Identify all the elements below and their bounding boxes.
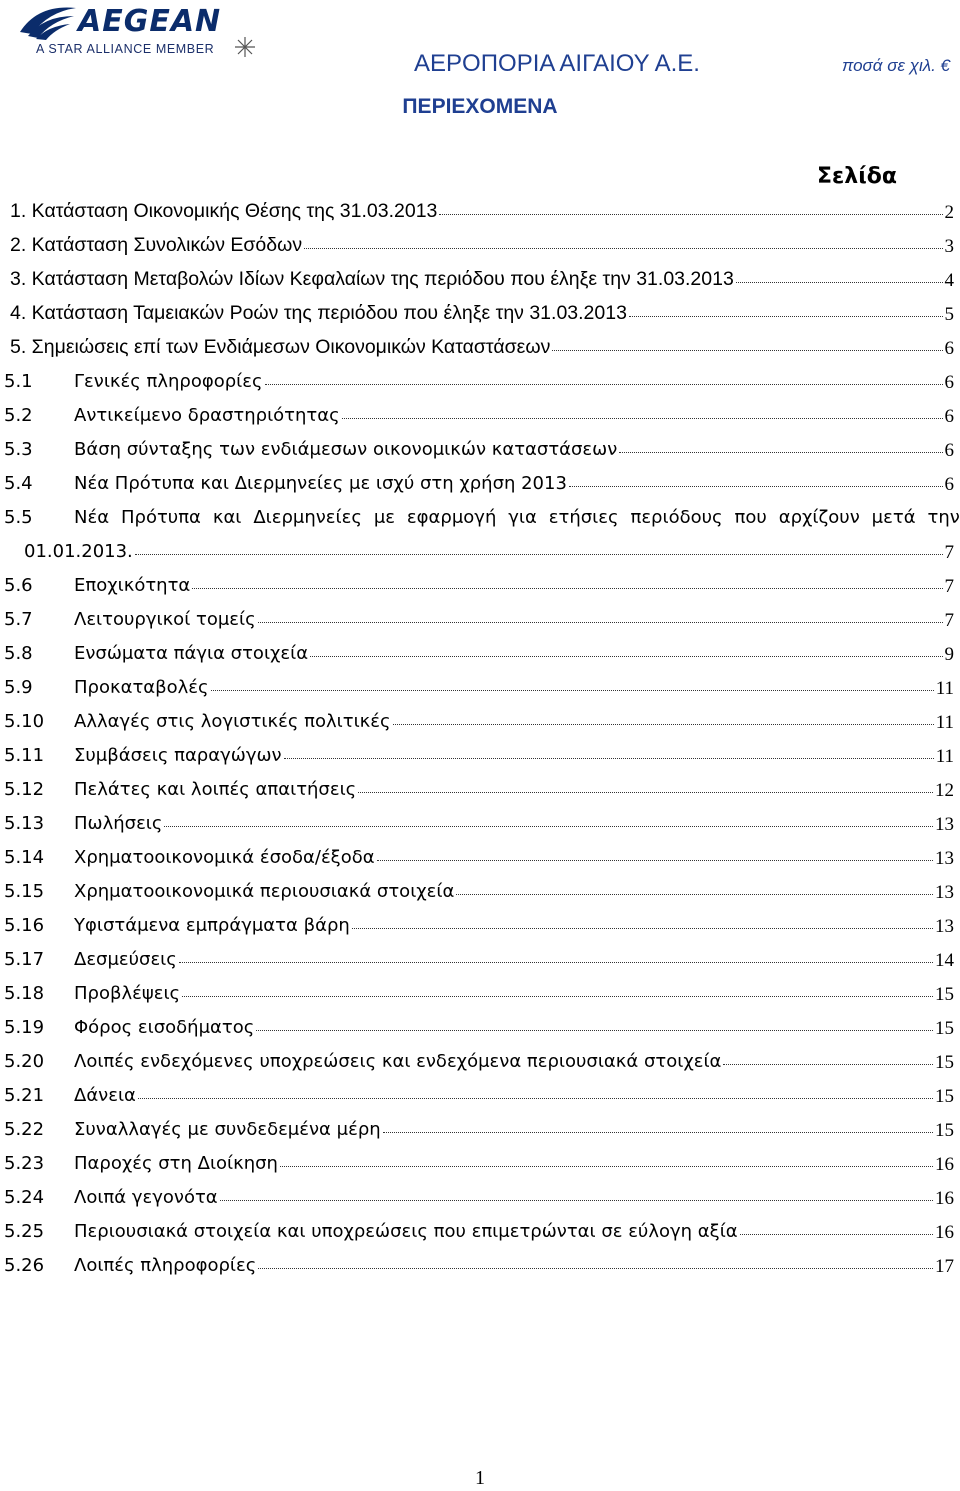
toc-entry-page: 9 <box>944 644 954 665</box>
toc-dot-leader <box>358 792 933 793</box>
toc-entry-number: 5.1 <box>4 371 33 392</box>
toc-entry[interactable] <box>0 979 960 1013</box>
toc-entry-page: 11 <box>935 678 954 699</box>
toc-entry-page: 5 <box>944 304 954 325</box>
toc-entry[interactable] <box>0 809 960 843</box>
toc-dot-leader <box>352 928 933 929</box>
toc-entry-page: 13 <box>935 814 954 835</box>
toc-entry-page: 13 <box>935 848 954 869</box>
toc-entry-title: Αλλαγές στις λογιστικές πολιτικές <box>74 711 391 732</box>
toc-entry-number: 5.4 <box>4 473 33 494</box>
toc-dot-leader <box>456 894 933 895</box>
toc-entry-number: 5.15 <box>4 881 45 902</box>
toc-entry-page: 16 <box>935 1222 954 1243</box>
page-column-label: Σελίδα <box>817 164 897 189</box>
toc-entry-title: Περιουσιακά στοιχεία και υποχρεώσεις που επιμετρώνται σε εύλογη αξία <box>74 1221 738 1242</box>
toc-dot-leader <box>629 316 943 317</box>
toc-entry[interactable] <box>0 1047 960 1081</box>
toc-dot-leader <box>310 656 942 657</box>
toc-entry-page: 16 <box>935 1188 954 1209</box>
toc-dot-leader <box>192 588 942 589</box>
logo-wordmark: AEGEAN <box>78 4 222 39</box>
toc-dot-leader <box>304 248 942 249</box>
toc-entry-title: Νέα Πρότυπα και Διερμηνείες με εφαρμογή για ετήσιες περιόδους που αρχίζουν μετά την <box>74 507 960 528</box>
page-number: 1 <box>475 1467 485 1489</box>
toc-entry-number: 5.18 <box>4 983 45 1004</box>
toc-entry[interactable] <box>0 639 960 673</box>
toc-entry[interactable] <box>0 401 960 435</box>
toc-entry[interactable] <box>0 1013 960 1047</box>
toc-entry-page: 17 <box>935 1256 954 1277</box>
toc-dot-leader <box>740 1234 933 1235</box>
toc-entry-title: 1. Κατάσταση Οικονομικής Θέσης της 31.03.2013 <box>10 200 438 222</box>
toc-dot-leader <box>164 826 933 827</box>
toc-entry-page: 6 <box>944 372 954 393</box>
toc-entry-page: 15 <box>935 1052 954 1073</box>
toc-entry[interactable] <box>0 1217 960 1251</box>
toc-entry-page: 13 <box>935 916 954 937</box>
toc-dot-leader <box>393 724 934 725</box>
toc-entry-title: Δάνεια <box>74 1085 136 1106</box>
toc-entry-page: 14 <box>935 950 954 971</box>
toc-entry-title: Λειτουργικοί τομείς <box>74 609 256 630</box>
toc-entry-title: Δεσμεύσεις <box>74 949 177 970</box>
toc-entry-number: 5.14 <box>4 847 45 868</box>
toc-entry-title: Νέα Πρότυπα και Διερμηνείες με ισχύ στη χρήση 2013 <box>74 473 567 494</box>
toc-entry[interactable] <box>0 197 960 231</box>
amounts-note: ποσά σε χιλ. € <box>841 56 950 75</box>
toc-dot-leader <box>280 1166 933 1167</box>
toc-dot-leader <box>135 554 943 555</box>
toc-entry[interactable] <box>0 945 960 979</box>
toc-dot-leader <box>265 384 943 385</box>
toc-entry[interactable] <box>0 707 960 741</box>
toc-entry-title: 3. Κατάσταση Μεταβολών Ιδίων Κεφαλαίων της περιόδου που έληξε την 31.03.2013 <box>10 268 734 290</box>
toc-dot-leader <box>182 996 933 997</box>
toc-entry-title: Βάση σύνταξης των ενδιάμεσων οικονομικών καταστάσεων <box>74 439 618 460</box>
toc-entry-title: Χρηματοοικονομικά περιουσιακά στοιχεία <box>74 881 455 902</box>
toc-entry-number: 5.20 <box>4 1051 45 1072</box>
toc-entry[interactable] <box>0 1183 960 1217</box>
table-of-contents <box>0 197 960 1285</box>
toc-entry-page: 15 <box>935 984 954 1005</box>
toc-entry-number: 5.3 <box>4 439 33 460</box>
toc-entry-page: 4 <box>944 270 954 291</box>
toc-entry-title: Λοιπά γεγονότα <box>74 1187 218 1208</box>
toc-entry[interactable] <box>0 1081 960 1115</box>
aegean-logo <box>18 2 258 64</box>
toc-entry-number: 5.23 <box>4 1153 45 1174</box>
toc-entry[interactable] <box>0 1251 960 1285</box>
toc-entry-title: Πωλήσεις <box>74 813 163 834</box>
toc-entry[interactable] <box>0 571 960 605</box>
toc-entry-title: Αντικείμενο δραστηριότητας <box>74 405 340 426</box>
toc-entry-page: 6 <box>944 474 954 495</box>
toc-entry-number: 5.8 <box>4 643 33 664</box>
toc-entry-title: Προβλέψεις <box>74 983 181 1004</box>
toc-entry[interactable] <box>0 1115 960 1149</box>
toc-entry[interactable] <box>0 1149 960 1183</box>
toc-entry-number: 5.10 <box>4 711 45 732</box>
toc-entry[interactable] <box>0 265 960 299</box>
toc-dot-leader <box>569 486 943 487</box>
toc-entry-page: 13 <box>935 882 954 903</box>
toc-entry-title: Λοιπές ενδεχόμενες υποχρεώσεις και ενδεχόμενα περιουσιακά στοιχεία <box>74 1051 722 1072</box>
toc-entry-title: Προκαταβολές <box>74 677 209 698</box>
toc-entry-title: Συναλλαγές με συνδεδεμένα μέρη <box>74 1119 381 1140</box>
toc-entry-number: 5.6 <box>4 575 33 596</box>
toc-entry[interactable] <box>0 435 960 469</box>
toc-entry-title: Συμβάσεις παραγώγων <box>74 745 282 766</box>
toc-dot-leader <box>258 622 943 623</box>
toc-entry[interactable] <box>0 231 960 265</box>
toc-dot-leader <box>220 1200 933 1201</box>
toc-entry-title: Χρηματοοικονομικά έσοδα/έξοδα <box>74 847 375 868</box>
toc-entry-number: 5.11 <box>4 745 45 766</box>
toc-entry-number: 5.5 <box>4 507 33 528</box>
toc-entry[interactable] <box>0 605 960 639</box>
toc-entry-page: 12 <box>935 780 954 801</box>
toc-dot-leader <box>256 1030 933 1031</box>
toc-entry-number: 5.7 <box>4 609 33 630</box>
toc-dot-leader <box>619 452 942 453</box>
toc-entry[interactable] <box>0 503 960 537</box>
toc-entry[interactable] <box>0 367 960 401</box>
toc-dot-leader <box>138 1098 933 1099</box>
toc-dot-leader <box>736 282 943 283</box>
toc-entry-title: 01.01.2013. <box>24 541 133 562</box>
toc-entry-page: 7 <box>944 542 954 563</box>
toc-entry-title: Λοιπές πληροφορίες <box>74 1255 257 1276</box>
star-alliance-icon <box>234 36 256 58</box>
toc-dot-leader <box>723 1064 933 1065</box>
toc-entry-page: 15 <box>935 1018 954 1039</box>
toc-entry-number: 5.12 <box>4 779 45 800</box>
toc-entry-title: Ενσώματα πάγια στοιχεία <box>74 643 309 664</box>
toc-entry[interactable] <box>0 775 960 809</box>
toc-entry-page: 15 <box>935 1086 954 1107</box>
toc-entry-title: 4. Κατάσταση Ταμειακών Ροών της περιόδου που έληξε την 31.03.2013 <box>10 302 627 324</box>
toc-entry-page: 11 <box>935 712 954 733</box>
company-name: ΑΕΡΟΠΟΡΙΑ ΑΙΓΑΙΟΥ Α.Ε. <box>414 50 700 77</box>
toc-entry-number: 5.24 <box>4 1187 45 1208</box>
logo-tagline: A STAR ALLIANCE MEMBER <box>36 42 215 56</box>
toc-entry-page: 6 <box>944 406 954 427</box>
toc-entry-title: Υφιστάμενα εμπράγματα βάρη <box>74 915 350 936</box>
toc-dot-leader <box>179 962 933 963</box>
toc-entry[interactable] <box>0 299 960 333</box>
toc-entry[interactable] <box>0 911 960 945</box>
toc-entry-number: 5.21 <box>4 1085 45 1106</box>
toc-entry[interactable] <box>0 741 960 775</box>
toc-entry[interactable] <box>0 537 960 571</box>
toc-dot-leader <box>284 758 934 759</box>
toc-entry-page: 3 <box>944 236 954 257</box>
toc-entry-page: 7 <box>944 576 954 597</box>
toc-entry[interactable] <box>0 877 960 911</box>
toc-dot-leader <box>439 214 942 215</box>
toc-entry[interactable] <box>0 843 960 877</box>
toc-dot-leader <box>342 418 943 419</box>
toc-dot-leader <box>258 1268 933 1269</box>
toc-dot-leader <box>211 690 934 691</box>
toc-entry-page: 11 <box>935 746 954 767</box>
toc-entry-number: 5.17 <box>4 949 45 970</box>
toc-entry[interactable] <box>0 333 960 367</box>
toc-dot-leader <box>383 1132 933 1133</box>
toc-entry-page: 16 <box>935 1154 954 1175</box>
toc-entry-page: 2 <box>944 202 954 223</box>
toc-entry-title: 5. Σημειώσεις επί των Ενδιάμεσων Οικονομικών Καταστάσεων <box>10 336 551 358</box>
toc-entry-number: 5.2 <box>4 405 33 426</box>
toc-entry-title: Φόρος εισοδήματος <box>74 1017 255 1038</box>
toc-entry-number: 5.25 <box>4 1221 45 1242</box>
toc-entry-number: 5.13 <box>4 813 45 834</box>
toc-title: ΠΕΡΙΕΧΟΜΕΝΑ <box>402 95 558 118</box>
toc-entry-number: 5.19 <box>4 1017 45 1038</box>
toc-entry[interactable] <box>0 469 960 503</box>
toc-dot-leader <box>552 350 942 351</box>
toc-entry-title: Εποχικότητα <box>74 575 191 596</box>
toc-entry-page: 15 <box>935 1120 954 1141</box>
toc-entry-number: 5.9 <box>4 677 33 698</box>
toc-entry-number: 5.22 <box>4 1119 45 1140</box>
toc-entry-title: Πελάτες και λοιπές απαιτήσεις <box>74 779 357 800</box>
toc-entry-number: 5.16 <box>4 915 45 936</box>
toc-entry-page: 6 <box>944 338 954 359</box>
toc-entry-title: 2. Κατάσταση Συνολικών Εσόδων <box>10 234 303 256</box>
toc-entry-page: 7 <box>944 610 954 631</box>
toc-entry-title: Παροχές στη Διοίκηση <box>74 1153 278 1174</box>
toc-entry-number: 5.26 <box>4 1255 45 1276</box>
toc-entry-title: Γενικές πληροφορίες <box>74 371 263 392</box>
toc-dot-leader <box>377 860 933 861</box>
toc-entry-page: 6 <box>944 440 954 461</box>
aegean-wing-icon <box>18 2 78 42</box>
toc-entry[interactable] <box>0 673 960 707</box>
